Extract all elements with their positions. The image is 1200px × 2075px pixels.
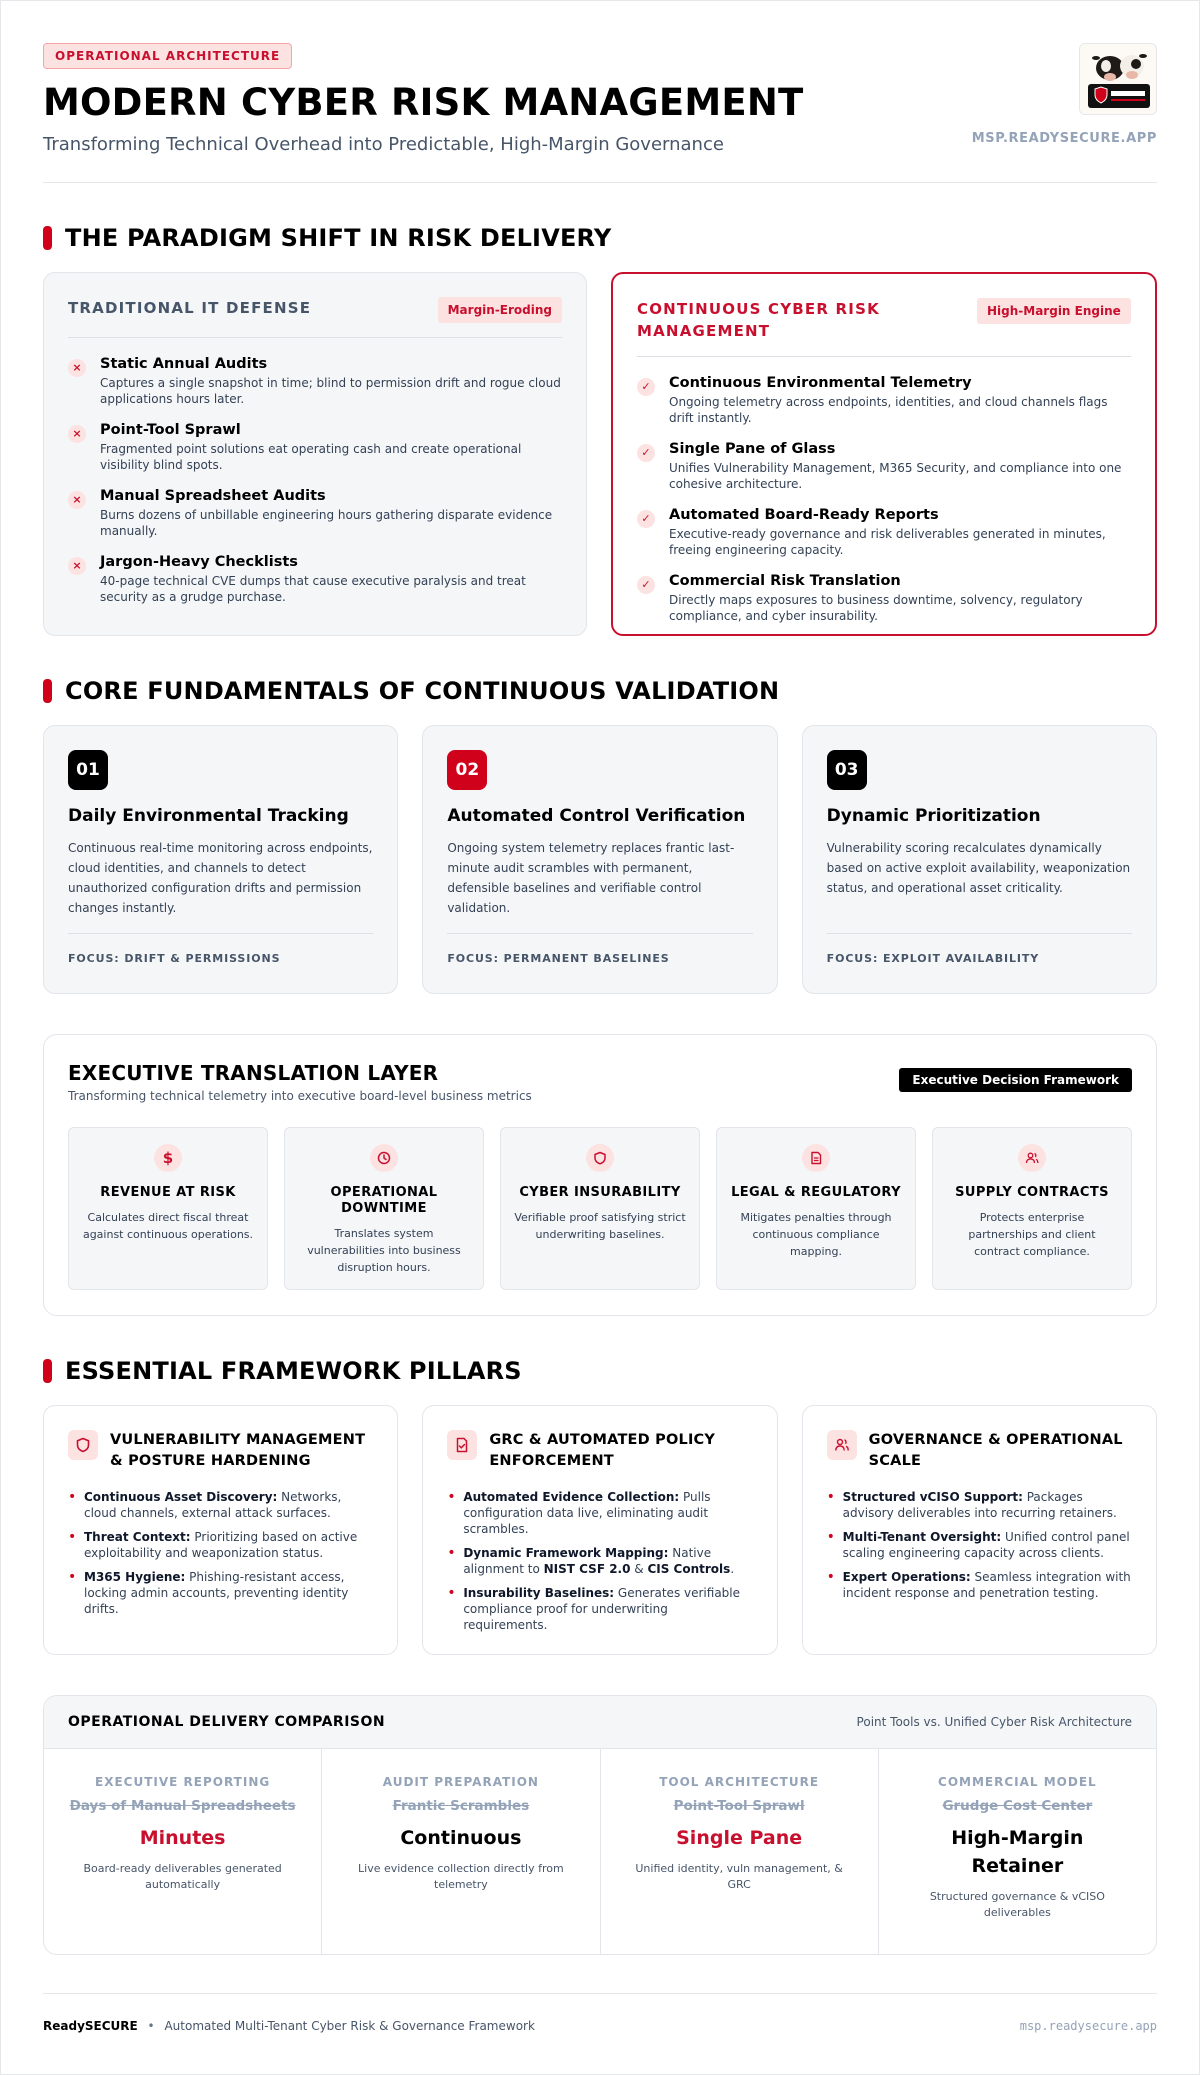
footer-separator: • (147, 2019, 155, 2033)
step-number: 01 (68, 750, 108, 790)
list-item (68, 422, 562, 473)
focus-label: FOCUS: DRIFT & PERMISSIONS (68, 933, 373, 965)
section-heading-pillars (43, 1356, 1157, 1386)
section-title: CORE FUNDAMENTALS OF CONTINUOUS VALIDATION (65, 677, 780, 705)
metric-desc: Mitigates penalties through continuous compliance mapping. (740, 1211, 892, 1258)
comparison-header (44, 1696, 1156, 1749)
check-icon: ✓ (637, 378, 655, 396)
dollar-icon: $ (154, 1144, 182, 1172)
card-title: Automated Control Verification (447, 806, 746, 826)
comparison-column (322, 1749, 600, 1955)
old-approach: Point-Tool Sprawl (673, 1798, 805, 1814)
list-item: • Multi-Tenant Oversight: Unified control panel scaling engineering capacity across clients. (827, 1529, 1132, 1561)
column-label: TOOL ARCHITECTURE (659, 1775, 820, 1789)
header (43, 1, 1157, 183)
users-icon (827, 1430, 857, 1460)
pillar-header (68, 1430, 373, 1472)
list-item (637, 441, 1131, 492)
check-icon: ✓ (637, 444, 655, 462)
x-icon: × (68, 557, 86, 575)
new-approach: Single Pane (676, 1827, 803, 1849)
fundamental-card (802, 725, 1157, 994)
old-approach: Grudge Cost Center (942, 1798, 1093, 1814)
continuous-risk-card (611, 272, 1157, 636)
shield-icon (586, 1144, 614, 1172)
column-desc: Live evidence collection directly from telemetry (358, 1862, 564, 1891)
list-item (637, 375, 1131, 426)
section-heading-paradigm (43, 223, 1157, 253)
item-desc: Captures a single snapshot in time; blind to permission drift and rogue cloud applications hours later. (100, 376, 561, 406)
panel-subtitle: Transforming technical telemetry into executive board-level business metrics (68, 1089, 532, 1103)
x-icon: × (68, 359, 86, 377)
pillar-title: GOVERNANCE & OPERATIONAL SCALE (868, 1432, 1123, 1469)
margin-badge: Margin-Eroding (438, 297, 562, 323)
metric-card (716, 1127, 916, 1290)
metric-desc: Protects enterprise partnerships and client contract compliance. (968, 1211, 1096, 1258)
list-item: • Structured vCISO Support: Packages advisory deliverables into recurring retainers. (827, 1489, 1132, 1521)
list-item (68, 488, 562, 539)
metric-desc: Calculates direct fiscal threat against continuous operations. (82, 1211, 254, 1241)
item-title: Automated Board-Ready Reports (669, 507, 939, 523)
item-title: Single Pane of Glass (669, 441, 836, 457)
metrics-row (68, 1127, 1132, 1290)
cow-logo-icon (1080, 44, 1157, 115)
list-item: • Insurability Baselines: Generates verifiable compliance proof for underwriting requirements. (447, 1585, 752, 1633)
focus-label: FOCUS: EXPLOIT AVAILABILITY (827, 933, 1132, 965)
item-title: Continuous Environmental Telemetry (669, 375, 972, 391)
column-label: AUDIT PREPARATION (382, 1775, 539, 1789)
card-title: Daily Environmental Tracking (68, 806, 349, 826)
file-check-icon (447, 1430, 477, 1460)
list-item: • Automated Evidence Collection: Pulls configuration data live, eliminating audit scrambles. (447, 1489, 752, 1537)
card-desc: Vulnerability scoring recalculates dynamically based on active exploit availability, weaponization status, and operational asset criticality. (826, 841, 1131, 895)
section-title: ESSENTIAL FRAMEWORK PILLARS (65, 1357, 522, 1385)
item-title: Commercial Risk Translation (669, 573, 901, 589)
delivery-comparison-panel (43, 1695, 1157, 1955)
document-icon (802, 1144, 830, 1172)
item-desc: Directly maps exposures to business downtime, solvency, regulatory compliance, and cyber insurability. (669, 593, 1083, 623)
pillar-list (68, 1489, 373, 1617)
comparison-column (601, 1749, 879, 1955)
list-item: • Threat Context: Prioritizing based on active exploitability and weaponization status. (68, 1529, 373, 1561)
users-icon (1018, 1144, 1046, 1172)
check-icon: ✓ (637, 510, 655, 528)
comparison-column (879, 1749, 1156, 1955)
new-approach: High-Margin Retainer (951, 1827, 1084, 1877)
comparison-columns (44, 1749, 1156, 1955)
check-icon: ✓ (637, 576, 655, 594)
pillar-list (447, 1489, 752, 1633)
section-accent-bar (43, 1359, 52, 1383)
metric-desc: Verifiable proof satisfying strict underwriting baselines. (514, 1211, 686, 1241)
pillar-card (422, 1405, 777, 1655)
panel-title: EXECUTIVE TRANSLATION LAYER (68, 1061, 439, 1085)
footer-tagline: Automated Multi-Tenant Cyber Risk & Governance Framework (164, 2019, 535, 2033)
footer-credit (43, 2019, 535, 2033)
pillar-list (827, 1489, 1132, 1601)
page-title: MODERN CYBER RISK MANAGEMENT (43, 81, 804, 124)
metric-title: OPERATIONAL DOWNTIME (330, 1185, 438, 1216)
pillar-header (447, 1430, 752, 1472)
column-label: COMMERCIAL MODEL (938, 1775, 1097, 1789)
pillar-title: VULNERABILITY MANAGEMENT & POSTURE HARDENING (110, 1432, 366, 1469)
list-item: • Expert Operations: Seamless integration with incident response and penetration testing. (827, 1569, 1132, 1601)
pillar-card (802, 1405, 1157, 1655)
executive-translation-panel (43, 1034, 1157, 1316)
item-desc: Burns dozens of unbillable engineering hours gathering disparate evidence manually. (100, 508, 553, 538)
x-icon: × (68, 425, 86, 443)
metric-desc: Translates system vulnerabilities into business disruption hours. (307, 1227, 461, 1274)
metric-title: CYBER INSURABILITY (519, 1185, 681, 1200)
pillar-title: GRC & AUTOMATED POLICY ENFORCEMENT (489, 1432, 716, 1469)
new-approach: Minutes (139, 1827, 226, 1849)
brand-logo (1079, 43, 1157, 115)
traditional-defense-card (43, 272, 587, 636)
fundamentals-grid (43, 725, 1157, 994)
footer-url[interactable]: msp.readysecure.app (1019, 2019, 1157, 2033)
card-title: TRADITIONAL IT DEFENSE (68, 299, 312, 317)
margin-badge: High-Margin Engine (977, 298, 1131, 324)
clock-icon (370, 1144, 398, 1172)
list-item (637, 507, 1131, 558)
fundamental-card (43, 725, 398, 994)
comparison-subtitle: Point Tools vs. Unified Cyber Risk Architecture (856, 1715, 1132, 1729)
metric-title: SUPPLY CONTRACTS (955, 1185, 1109, 1200)
column-desc: Board-ready deliverables generated automatically (83, 1862, 282, 1891)
list-item: • M365 Hygiene: Phishing-resistant access, locking admin accounts, preventing identity drifts. (68, 1569, 373, 1617)
list-item (68, 554, 562, 605)
footer (43, 1993, 1157, 2033)
card-desc: Continuous real-time monitoring across endpoints, cloud identities, and channels to detect unauthorized configuration drifts and permission changes instantly. (68, 841, 373, 915)
list-item: • Dynamic Framework Mapping: Native alignment to NIST CSF 2.0 & CIS Controls. (447, 1545, 752, 1577)
item-title: Static Annual Audits (100, 356, 268, 372)
card-desc: Ongoing system telemetry replaces frantic last-minute audit scrambles with permanent, defensible baselines and verifiable control validation. (447, 841, 735, 915)
framework-badge: Executive Decision Framework (899, 1068, 1132, 1092)
item-desc: Executive-ready governance and risk deliverables generated in minutes, freeing engineering capacity. (669, 527, 1106, 557)
comparison-column (44, 1749, 322, 1955)
step-number: 02 (447, 750, 487, 790)
metric-card (932, 1127, 1132, 1290)
page-subtitle: Transforming Technical Overhead into Predictable, High-Margin Governance (43, 134, 724, 155)
item-desc: Ongoing telemetry across endpoints, identities, and cloud channels flags drift instantly. (669, 395, 1108, 425)
shield-icon (68, 1430, 98, 1460)
column-desc: Structured governance & vCISO deliverables (929, 1890, 1105, 1919)
metric-title: REVENUE AT RISK (100, 1185, 236, 1200)
column-desc: Unified identity, vuln management, & GRC (635, 1862, 843, 1891)
metric-title: LEGAL & REGULATORY (731, 1185, 901, 1200)
pillar-card (43, 1405, 398, 1655)
paradigm-comparison (43, 272, 1157, 636)
x-icon: × (68, 491, 86, 509)
item-desc: Fragmented point solutions eat operating cash and create operational visibility blind spots. (100, 442, 522, 472)
step-number: 03 (827, 750, 867, 790)
old-approach: Frantic Scrambles (392, 1798, 530, 1814)
category-tag: OPERATIONAL ARCHITECTURE (43, 43, 292, 69)
item-title: Jargon-Heavy Checklists (100, 554, 298, 570)
site-url[interactable]: MSP.READYSECURE.APP (971, 131, 1157, 146)
section-accent-bar (43, 226, 52, 250)
section-accent-bar (43, 679, 52, 703)
metric-card (500, 1127, 700, 1290)
pillar-header (827, 1430, 1132, 1472)
metric-card (68, 1127, 268, 1290)
old-approach: Days of Manual Spreadsheets (69, 1798, 296, 1814)
list-item (68, 356, 562, 407)
card-header (68, 297, 562, 338)
list-item (637, 573, 1131, 624)
metric-card (284, 1127, 484, 1290)
fundamental-card (422, 725, 777, 994)
column-label: EXECUTIVE REPORTING (95, 1775, 271, 1789)
pillars-grid (43, 1405, 1157, 1655)
section-title: THE PARADIGM SHIFT IN RISK DELIVERY (65, 224, 612, 252)
new-approach: Continuous (400, 1827, 522, 1849)
item-desc: Unifies Vulnerability Management, M365 Security, and compliance into one cohesive architecture. (669, 461, 1122, 491)
item-desc: 40-page technical CVE dumps that cause executive paralysis and treat security as a grudge purchase. (100, 574, 526, 604)
card-header (637, 298, 1131, 357)
item-title: Point-Tool Sprawl (100, 422, 241, 438)
section-heading-fundamentals (43, 676, 1157, 706)
list-item: • Continuous Asset Discovery: Networks, cloud channels, external attack surfaces. (68, 1489, 373, 1521)
card-title: CONTINUOUS CYBER RISK MANAGEMENT (637, 300, 880, 340)
item-title: Manual Spreadsheet Audits (100, 488, 326, 504)
card-title: Dynamic Prioritization (826, 806, 1041, 826)
focus-label: FOCUS: PERMANENT BASELINES (447, 933, 752, 965)
comparison-title: OPERATIONAL DELIVERY COMPARISON (68, 1714, 386, 1730)
footer-brand: ReadySECURE (43, 2019, 138, 2033)
